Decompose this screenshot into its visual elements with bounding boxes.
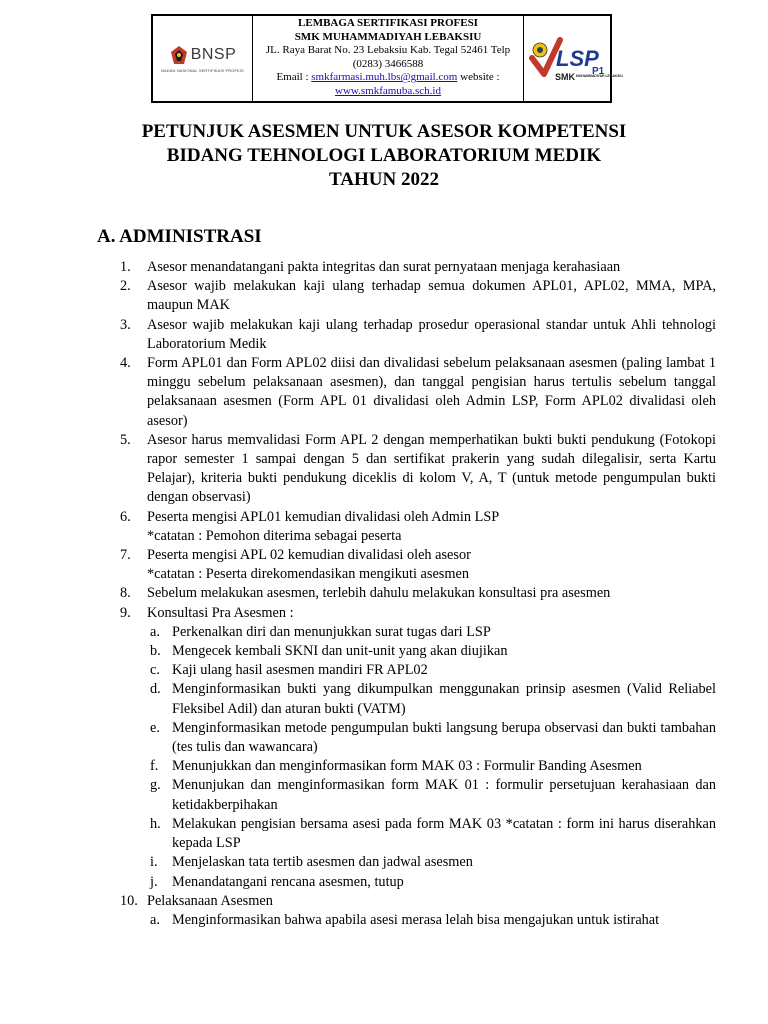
- list-item: [96, 277, 716, 315]
- sub-item-letter: i.: [150, 854, 158, 871]
- institution-name: LEMBAGA SERTIFIKASI PROFESI: [298, 17, 478, 29]
- letterhead-info: [253, 16, 524, 101]
- item-number: 2.: [120, 278, 131, 295]
- item-number: 8.: [120, 585, 131, 602]
- sub-item-letter: a.: [150, 623, 160, 640]
- item-text: Peserta mengisi APL 02 kemudian divalidasi oleh asesor: [147, 547, 471, 564]
- sub-list-item: [96, 623, 716, 642]
- sub-list-item: [96, 642, 716, 661]
- website-label: website :: [460, 71, 500, 83]
- item-note: *catatan : Pemohon diterima sebagai peserta: [147, 527, 402, 544]
- page-title: [0, 120, 768, 192]
- bnsp-logo: [169, 44, 237, 66]
- sub-item-letter: j.: [150, 873, 158, 890]
- title-line-2: BIDANG TEHNOLOGI LABORATORIUM MEDIK: [166, 145, 602, 166]
- list-item: [96, 258, 716, 277]
- email-link[interactable]: smkfarmasi.muh.lbs@gmail.com: [311, 71, 458, 83]
- item-number: 6.: [120, 508, 131, 525]
- item-text: Form APL01 dan Form APL02 diisi dan divalidasi sebelum pelaksanaan asesmen (paling lambat 1 minggu sebelum pelaksanaan asesmen), dan tanggal pengisian harus tertulis sebelum tanggal pelaksanaan asesmen (Form APL 01 divalidasi oleh Admin LSP, Form APL02 divalidasi oleh asesor): [147, 355, 716, 429]
- lsp-logo-badge: P1: [592, 65, 605, 77]
- sub-item-letter: c.: [150, 662, 160, 679]
- item-number: 9.: [120, 604, 131, 621]
- sub-item-text: Menandatangani rencana asesmen, tutup: [172, 873, 404, 890]
- list-item: [96, 546, 716, 584]
- bnsp-logo-subtext: BADAN NASIONAL SERTIFIKASI PROFESI: [161, 68, 244, 73]
- item-text: Asesor wajib melakukan kaji ulang terhadap semua dokumen APL01, APL02, MMA, MPA, maupun MAK: [147, 278, 716, 314]
- sub-item-letter: h.: [150, 815, 161, 832]
- list-item: [96, 584, 716, 603]
- sub-list-item: [96, 661, 716, 680]
- lsp-logo-text: LSP: [556, 45, 599, 71]
- school-name: SMK MUHAMMADIYAH LEBAKSIU: [294, 30, 482, 43]
- list-item: [96, 431, 716, 508]
- item-text: Asesor wajib melakukan kaji ulang terhadap prosedur operasional standar untuk Ahli tehnologi Laboratorium Medik: [147, 316, 716, 352]
- section-heading: A. ADMINISTRASI: [97, 226, 262, 247]
- bnsp-logo-cell: [153, 16, 253, 101]
- sub-list-item: [96, 719, 716, 757]
- lsp-logo-cell: [524, 16, 623, 101]
- item-number: 1.: [120, 259, 131, 275]
- item-number: 3.: [120, 316, 131, 333]
- item-text: Asesor harus memvalidasi Form APL 2 dengan memperhatikan bukti bukti pendukung (Fotokopi rapor semester 1 sampai dengan 5 dan sertifikat prakerin yang sudah dilegalisir, serta Kartu Pelajar), kriteria bukti pendukung diceklis di kolom V, A, T (untuk metode pengumpulan bukti dengan observasi): [147, 431, 716, 506]
- bnsp-emblem-icon: [169, 44, 189, 66]
- lsp-logo-school-sub: MUHAMMADIYAH LEBAKSIU: [576, 73, 623, 78]
- item-note: *catatan : Peserta direkomendasikan mengikuti asesmen: [147, 566, 469, 583]
- item-text: Konsultasi Pra Asesmen :: [147, 604, 294, 621]
- item-text: Asesor menandatangani pakta integritas dan surat pernyataan menjaga kerahasiaan: [147, 259, 621, 275]
- sub-item-letter: b.: [150, 643, 161, 660]
- list-item: [96, 508, 716, 546]
- email-label: Email :: [276, 71, 309, 83]
- sub-list-item: [96, 873, 716, 892]
- item-text: Peserta mengisi APL01 kemudian divalidasi oleh Admin LSP: [147, 508, 500, 525]
- letterhead: [151, 14, 623, 103]
- sub-list-item: [96, 815, 716, 853]
- sub-item-text: Melakukan pengisian bersama asesi pada form MAK 03 *catatan : form ini harus diserahkan kepada LSP: [172, 815, 716, 852]
- sub-item-letter: d.: [150, 681, 161, 698]
- sub-item-text: Menunjukkan dan menginformasikan form MAK 03 : Formulir Banding Asesmen: [172, 758, 642, 775]
- sub-item-text: Menjelaskan tata tertib asesmen dan jadwal asesmen: [172, 854, 473, 871]
- address: JL. Raya Barat No. 23 Lebaksiu Kab. Tegal 52461 Telp: [265, 44, 511, 56]
- item-number: 10.: [120, 892, 138, 909]
- item-number: 4.: [120, 355, 131, 372]
- contact-line: [253, 71, 523, 85]
- sub-item-text: Menginformasikan metode pengumpulan bukti langsung berupa observasi dan bukti tambahan (tes tulis dan wawancara): [172, 719, 716, 756]
- sub-item-text: Mengecek kembali SKNI dan unit-unit yang akan diujikan: [172, 643, 508, 660]
- sub-item-letter: f.: [150, 758, 159, 775]
- sub-item-text: Menginformasikan bahwa apabila asesi merasa lelah bisa mengajukan untuk istirahat: [172, 911, 660, 928]
- phone: (0283) 3466588: [352, 57, 424, 70]
- list-item: [96, 892, 716, 911]
- instruction-list: [96, 258, 716, 930]
- sub-item-text: Menunjukan dan menginformasikan form MAK 01 : formulir persetujuan kerahasiaan dan ketidakberpihakan: [172, 777, 716, 813]
- item-text: Pelaksanaan Asesmen: [147, 892, 273, 909]
- sub-list-item: [96, 853, 716, 872]
- item-number: 5.: [120, 431, 131, 448]
- item-number: 7.: [120, 547, 131, 564]
- bnsp-logo-text: BNSP: [190, 46, 237, 63]
- sub-item-text: Perkenalkan diri dan menunjukkan surat tugas dari LSP: [172, 623, 491, 640]
- title-line-3: TAHUN 2022: [329, 169, 439, 190]
- list-item: [96, 316, 716, 354]
- sub-item-letter: g.: [150, 777, 161, 794]
- sub-list-item: [96, 776, 716, 814]
- sub-list-item: [96, 757, 716, 776]
- title-line-1: PETUNJUK ASESMEN UNTUK ASESOR KOMPETENSI: [141, 121, 627, 142]
- sub-list-item: [96, 680, 716, 718]
- sub-list-item: [96, 911, 716, 930]
- sub-item-text: Menginformasikan bukti yang dikumpulkan menggunakan prinsip asesmen (Valid Reliabel Fleksibel Adil) dan aturan bukti (VATM): [172, 681, 716, 717]
- lsp-p1-logo: [526, 30, 623, 88]
- sub-item-text: Kaji ulang hasil asesmen mandiri FR APL02: [172, 662, 428, 679]
- item-text: Sebelum melakukan asesmen, terlebih dahulu melakukan konsultasi pra asesmen: [147, 585, 611, 602]
- list-item: [96, 354, 716, 431]
- lsp-logo-school: SMK: [555, 71, 575, 82]
- sub-item-letter: a.: [150, 911, 160, 928]
- sub-item-letter: e.: [150, 719, 160, 736]
- website-link[interactable]: www.smkfamuba.sch.id: [335, 84, 441, 97]
- list-item: [96, 604, 716, 623]
